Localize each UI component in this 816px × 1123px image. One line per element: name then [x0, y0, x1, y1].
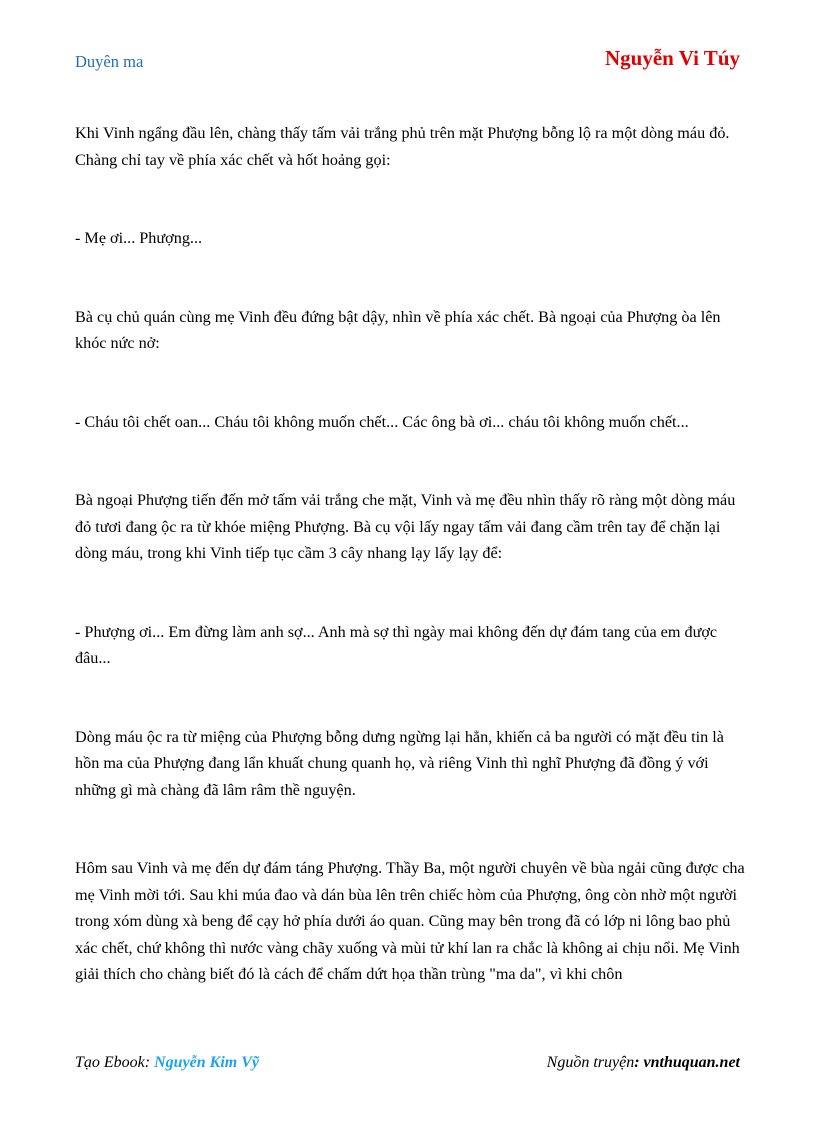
page-footer [75, 1054, 740, 1078]
story-body [75, 120, 745, 1040]
source-separator: : [634, 1054, 644, 1071]
paragraph: Bà ngoại Phượng tiến đến mở tấm vải trắng che mặt, Vinh và mẹ đều nhìn thấy rõ ràng một dòng máu đỏ tươi đang ộc ra từ khóe miệng Phượng. Bà cụ vội lấy ngay tấm vải đang cầm trên tay để chặn lại dòng máu, trong khi Vinh tiếp tục cầm 3 cây nhang lạy lấy lạy để: [75, 491, 736, 562]
book-title: Duyên ma [75, 52, 144, 71]
paragraph: Bà cụ chủ quán cùng mẹ Vinh đều đứng bật dậy, nhìn về phía xác chết. Bà ngoại của Phượng òa lên khóc nức nở: [75, 307, 721, 352]
paragraph: Hôm sau Vinh và mẹ đến dự đám táng Phượng. Thầy Ba, một người chuyên về bùa ngải cũng được cha mẹ Vinh mời tới. Sau khi múa đao và dán bùa lên trên chiếc hòm của Phượng, ông còn nhờ một người trong xóm dùng xà beng để cạy hở phía dưới áo quan. Cũng may bên trong đã có lớp ni lông bao phủ xác chết, chứ không thì nước vàng chãy xuống và mùi tử khí lan ra chắc là không ai chịu nổi. Mẹ Vinh giải thích cho chàng biết đó là cách để chấm dứt họa thần trùng "ma da", vì khi chôn [75, 859, 745, 983]
paragraph: Dòng máu ộc ra từ miệng của Phượng bỗng dưng ngừng lại hẳn, khiến cả ba người có mặt đều tin là hồn ma của Phượng đang lẩn khuất chung quanh họ, và riêng Vinh thì nghĩ Phượng đã đồng ý với những gì mà chàng đã lâm râm thề nguyện. [75, 727, 724, 799]
ebook-credit [75, 1054, 259, 1072]
ebook-label: Tạo Ebook [75, 1054, 145, 1071]
ebook-separator: : [144, 1054, 155, 1071]
author-name: Nguyễn Vi Túy [605, 46, 740, 70]
paragraph: - Cháu tôi chết oan... Cháu tôi không muốn chết... Các ông bà ơi... cháu tôi không muốn chết... [75, 412, 689, 431]
paragraph: - Phượng ơi... Em đừng làm anh sợ... Anh mà sợ thì ngày mai không đến dự đám tang của em được đâu... [75, 622, 718, 667]
paragraph: Khi Vinh ngẩng đầu lên, chàng thấy tấm vải trắng phủ trên mặt Phượng bỗng lộ ra một dòng máu đỏ. Chàng chỉ tay về phía xác chết và hốt hoảng gọi: [75, 124, 730, 169]
ebook-creator: Nguyễn Kim Vỹ [154, 1054, 259, 1071]
source-credit [547, 1054, 740, 1072]
source-site: vnthuquan.net [643, 1054, 740, 1071]
source-label: Nguồn truyện [546, 1054, 635, 1071]
page-header [75, 46, 740, 78]
paragraph: - Mẹ ơi... Phượng... [75, 229, 203, 247]
